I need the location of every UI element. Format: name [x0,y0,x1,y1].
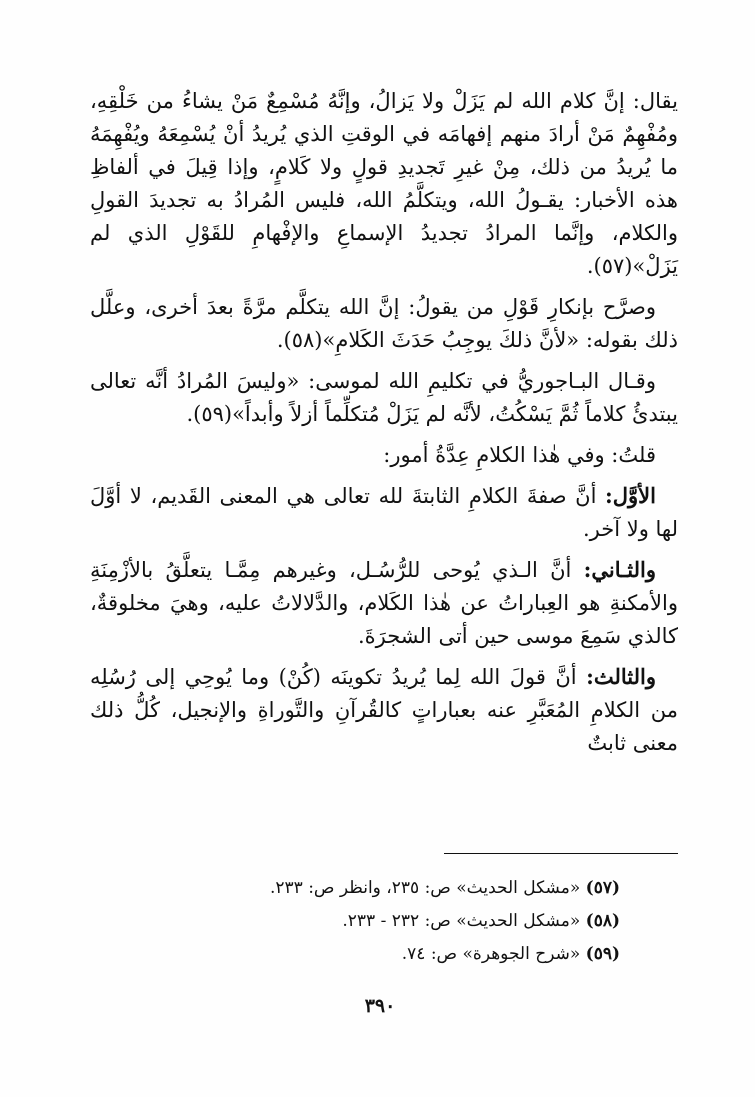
paragraph-7 [90,660,678,760]
paragraph-1-text: يقال: إنَّ كلام الله لم يَزَلْ ولا يَزالُ، وإنَّهُ مُسْمِعٌ مَنْ يشاءُ من خَلْقِهِ، ومُفْهِمٌ مَنْ أرادَ منهم إفهامَه في الوقتِ الذي يُريدُ أنْ يُسْمِعَهُ ويُفْهِمَهُ ما يُريدُ من ذلك، مِنْ غيرِ تَجديدِ قولٍ ولا كَلامٍ، وإذا قِيلَ في ألفاظِ هذه الأخبار: يقـولُ الله، ويتكلَّمُ الله، فليس المُرادُ به تجديدَ القولِ والكلام، وإنَّما المرادُ تجديدُ الإسماعِ والإفْهامِ للقَوْلِ الذي لم يَزَلْ»(٥٧). [90,89,678,278]
main-text [90,84,678,767]
paragraph-4-text: قلتُ: وفي هٰذا الكلامِ عِدَّةُ أمور: [383,443,656,467]
footnote-57-text: «مشكل الحديث» ص: ٢٣٥، وانظر ص: ٢٣٣. [269,878,581,898]
page-number: ٣٩٠ [364,995,396,1017]
paragraph-2-text: وصرَّح بإنكارِ قَوْلِ من يقولُ: إنَّ الله يتكلَّم مرَّةً بعدَ أخرى، وعلَّل ذلك بقوله: «لأنَّ ذلكَ يوجِبُ حَدَثَ الكَلامِ»(٥٨). [90,295,678,352]
footnote-57 [180,872,620,905]
paragraph-7-lead: والثالث: [586,664,656,689]
footnote-57-number: (٥٧) [585,878,620,898]
paragraph-1 [90,84,678,283]
paragraph-6-text: أنَّ الـذي يُوحى للرُّسُـل، وغيرهم مِمَّـا يتعلَّقُ بالأزْمِنَةِ والأمكنةِ هو العِباراتُ عن هٰذا الكَلام، والدَّلالاتُ عليه، وهيَ مخلوقةٌ، كالذي سَمِعَ موسى حين أتى الشجرَةَ. [90,558,678,648]
footnote-59-number: (٥٩) [585,944,620,964]
paragraph-5-text: أنَّ صفةَ الكلامِ الثابتةَ لله تعالى هي المعنى القَديم، لا أوَّلَ لها ولا آخر. [90,484,678,541]
paragraph-5-lead: الأوَّل: [605,483,656,508]
paragraph-7-text: أنَّ قولَ الله لِما يُريدُ تكوينَه (كُنْ) وما يُوحِي إلى رُسُلِه من الكلامِ المُعَبَّرِ عنه بعباراتٍ كالقُرآنِ والتَّوراةِ والإنجيل، كُلُّ ذلك معنى ثابتٌ [90,665,678,755]
paragraph-5 [90,479,678,546]
footnote-58 [180,905,620,938]
footnote-58-text: «مشكل الحديث» ص: ٢٣٢ - ٢٣٣. [342,911,581,931]
paragraph-6-lead: والثـاني: [583,557,656,582]
footnotes [180,872,620,971]
paragraph-2 [90,290,678,357]
paragraph-6 [90,553,678,653]
footnote-59-text: «شرح الجوهرة» ص: ٧٤. [401,944,581,964]
paragraph-3 [90,364,678,431]
paragraph-3-text: وقـال البـاجوريُّ في تكليمِ الله لموسى: «وليسَ المُرادُ أنَّه تعالى يبتدئُ كلاماً ثُمَّ يَسْكُتُ، لأنَّه لم يَزَلْ مُتكلِّماً أزلاً وأبداً»(٥٩). [90,369,678,426]
footnote-58-number: (٥٨) [585,911,620,931]
footnote-divider [444,853,678,854]
paragraph-4 [90,438,678,472]
footnote-59 [180,938,620,971]
